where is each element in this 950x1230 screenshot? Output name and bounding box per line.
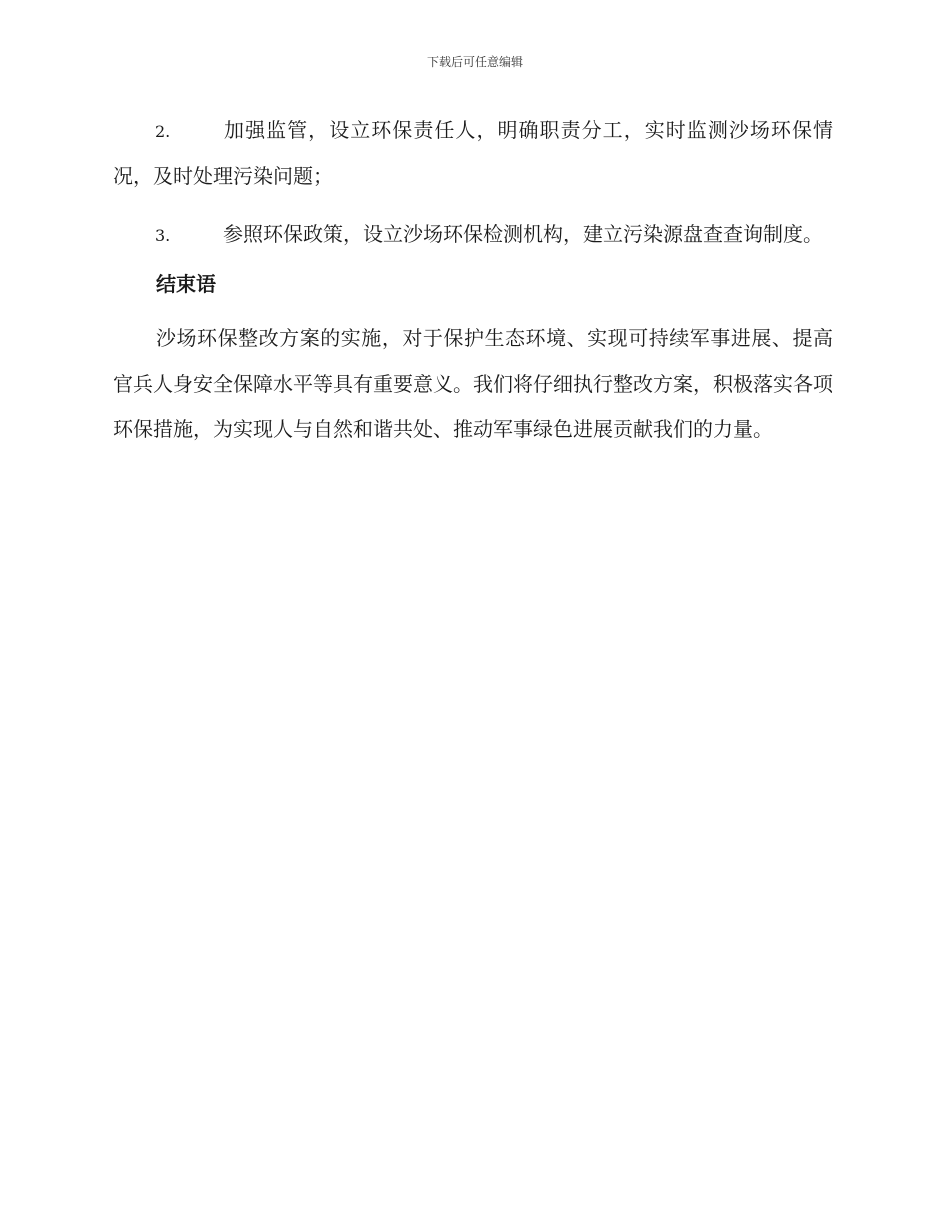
section-heading: 结束语 (156, 272, 216, 296)
list-number: 2. (155, 122, 171, 141)
list-item (113, 212, 833, 258)
list-text: 参照环保政策，设立沙场环保检测机构，建立污染源盘查查询制度。 (223, 222, 823, 246)
list-number: 3. (155, 226, 171, 245)
list-text: 加强监管，设立环保责任人，明确职责分工，实时监测沙场环保情况，及时处理污染问题； (113, 118, 833, 188)
document-body (113, 108, 833, 453)
conclusion-paragraph: 沙场环保整改方案的实施，对于保护生态环境、实现可持续军事进展、提高官兵人身安全保障水平等具有重要意义。我们将仔细执行整改方案，积极落实各项环保措施，为实现人与自然和谐共处、推动军事绿色进展贡献我们的力量。 (113, 326, 833, 441)
page-header: 下载后可任意编辑 (426, 55, 523, 69)
list-item (113, 108, 833, 199)
